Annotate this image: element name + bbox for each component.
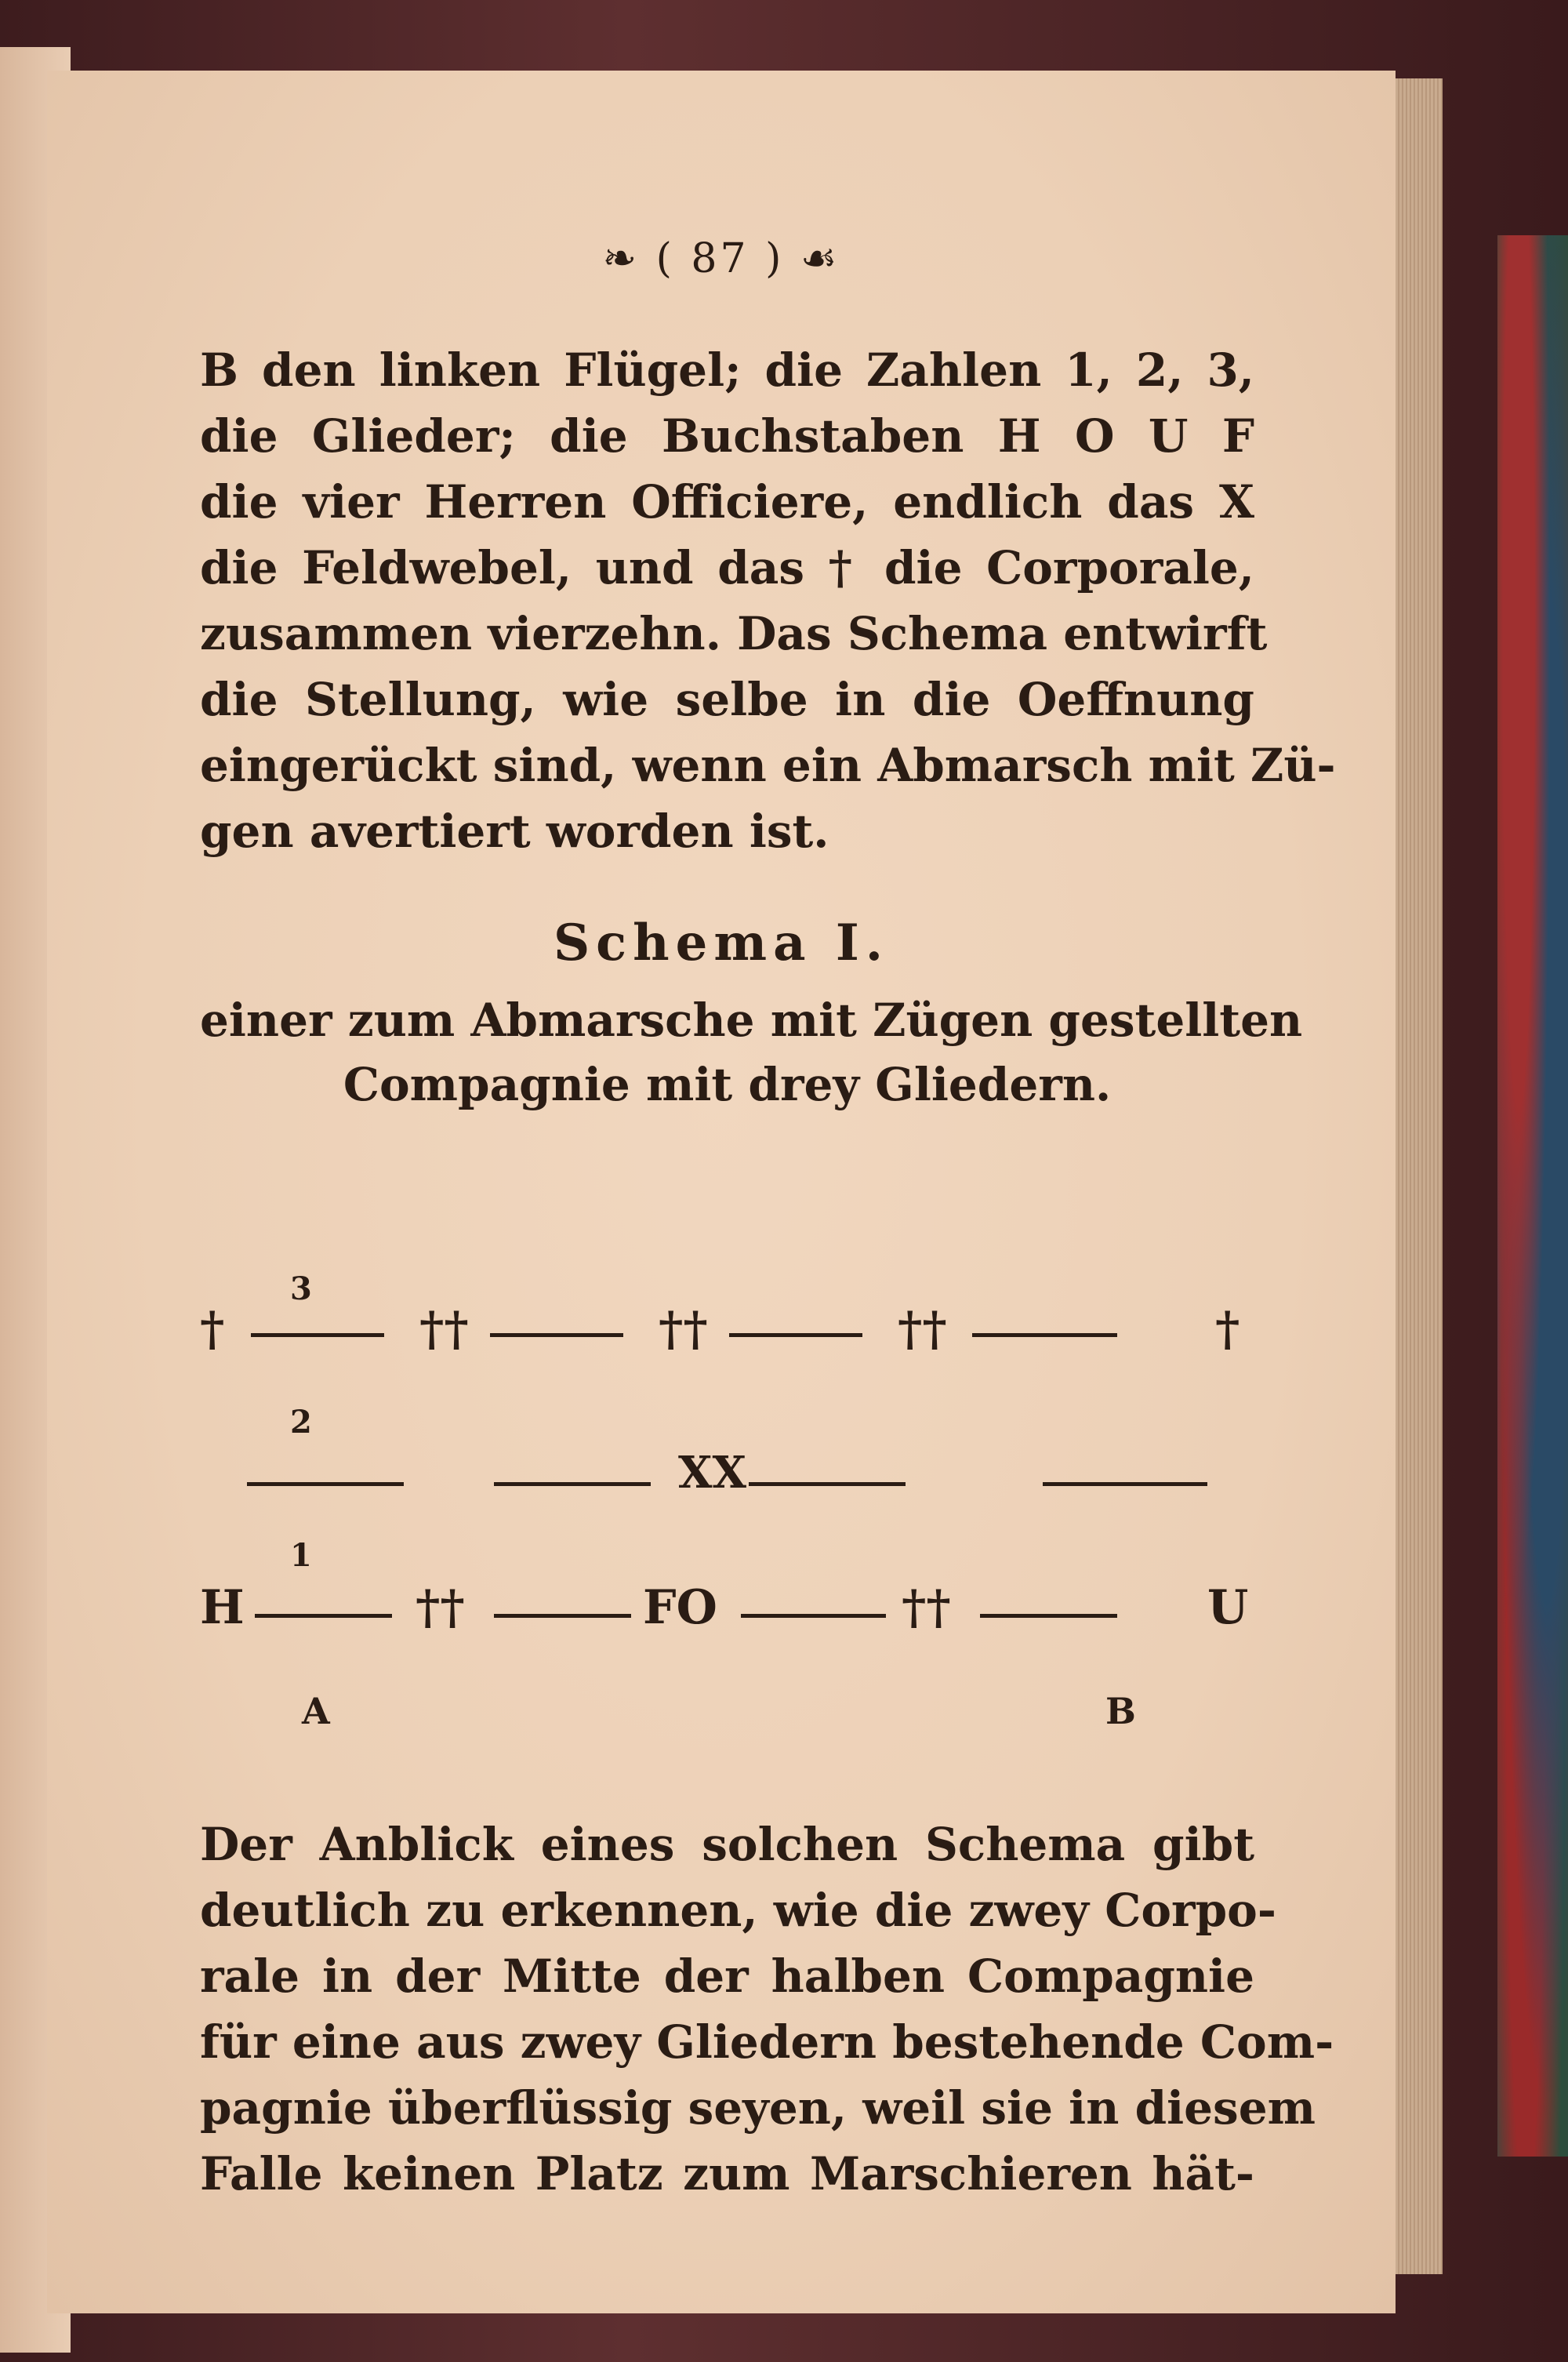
text-line: B den linken Flügel; die Zahlen 1, 2, 3, (200, 343, 1254, 397)
rank-3-corporals: †† (659, 1302, 708, 1357)
rank-2-line (749, 1482, 906, 1486)
rank-1-officers-fo: FO (643, 1580, 717, 1635)
rank-1-line (494, 1614, 631, 1618)
intro-paragraph (200, 337, 1336, 864)
rank-1-officer-h: H (200, 1580, 245, 1635)
rank-1-corporals: †† (416, 1580, 465, 1635)
header-ornament-right-icon: ☙ (800, 235, 840, 282)
schema-subtitle (200, 988, 1303, 1117)
rank-3-corporals: †† (898, 1302, 947, 1357)
rank-1-number: 1 (290, 1537, 312, 1574)
schema-subtitle-line: Compagnie mit drey Gliedern. (343, 1058, 1112, 1111)
rank-3-line (729, 1333, 862, 1337)
text-line: rale in der Mitte der halben Compagnie (200, 1950, 1254, 2003)
schema-title: Schema I. (553, 914, 890, 972)
text-line: die vier Herren Officiere, endlich das X (200, 475, 1254, 529)
text-line: die Glieder; die Buchstaben H O U F (200, 409, 1254, 463)
text-line: die Feldwebel, und das † die Corporale, (200, 541, 1254, 594)
schema-subtitle-line: einer zum Abmarsche mit Zügen gestellten (200, 994, 1303, 1047)
rank-2-line (1043, 1482, 1207, 1486)
rank-1-corporals: †† (902, 1580, 951, 1635)
rank-2-sergeants: XX (678, 1447, 746, 1499)
rank-3-corporal: † (1215, 1302, 1240, 1357)
right-wing-label: B (1105, 1690, 1136, 1732)
rank-1-officer-u: U (1207, 1580, 1249, 1635)
rank-2-line (494, 1482, 651, 1486)
body-paragraph (200, 1811, 1334, 2207)
rank-3-corporals: †† (419, 1302, 469, 1357)
page-block-edges (1388, 78, 1443, 2274)
text-line: deutlich zu erkennen, wie die zwey Corpo- (200, 1884, 1276, 1937)
text-line: Falle keinen Platz zum Marschieren hät- (200, 2147, 1254, 2200)
rank-3-number: 3 (290, 1270, 312, 1307)
rank-3-corporal: † (200, 1302, 225, 1357)
text-line: eingerückt sind, wenn ein Abmarsch mit Zü- (200, 739, 1336, 792)
rank-1-line (255, 1614, 392, 1618)
page-header (47, 235, 1396, 282)
marbled-endpaper (1497, 235, 1568, 2157)
text-line: für eine aus zwey Gliedern bestehende Com- (200, 2015, 1334, 2069)
header-ornament-left-icon: ❧ (602, 235, 641, 282)
rank-3-line (972, 1333, 1117, 1337)
rank-2-number: 2 (290, 1404, 312, 1441)
text-line: die Stellung, wie selbe in die Oeffnung (200, 673, 1254, 726)
rank-1-line (980, 1614, 1117, 1618)
rank-1-line (741, 1614, 886, 1618)
text-line: Der Anblick eines solchen Schema gibt (200, 1818, 1254, 1871)
left-wing-label: A (302, 1690, 330, 1732)
rank-3-line (490, 1333, 623, 1337)
formation-diagram (200, 1270, 1254, 1741)
page-number: ( 87 ) (655, 235, 785, 282)
text-line: gen avertiert worden ist. (200, 805, 829, 858)
rank-2-line (247, 1482, 404, 1486)
text-line: zusammen vierzehn. Das Schema entwirft (200, 607, 1268, 660)
rank-3-line (251, 1333, 384, 1337)
book-page (47, 71, 1396, 2313)
text-line: pagnie überflüssig seyen, weil sie in diesem (200, 2081, 1316, 2135)
